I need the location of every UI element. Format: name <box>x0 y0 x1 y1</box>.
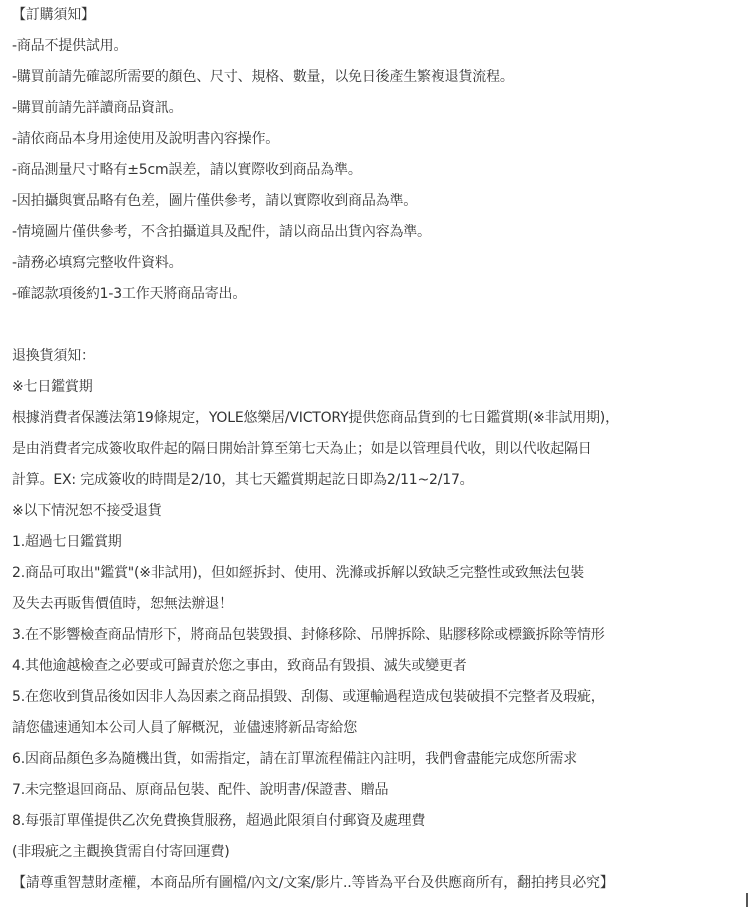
scroll-edge-mark <box>746 893 748 907</box>
order-notice-item: -請務必填寫完整收件資料。 <box>12 255 183 271</box>
return-exclusion-item: 4.其他逾越檢查之必要或可歸責於您之事由，致商品有毀損、滅失或變更者 <box>12 658 467 674</box>
return-exclusion-item: 2.商品可取出"鑑賞"(※非試用)，但如經拆封、使用、洗滌或拆解以致缺乏完整性或致無法包裝 <box>12 565 584 581</box>
appreciation-period-text: 是由消費者完成簽收取件起的隔日開始計算至第七天為止；如是以管理員代收，則以代收起隔日 <box>12 441 592 457</box>
return-exclusion-item: 8.每張訂單僅提供乙次免費換貨服務，超過此限須自付郵資及處理費 <box>12 813 426 829</box>
order-notice-item: -購買前請先詳讀商品資訊。 <box>12 100 183 116</box>
order-notice-item: -請依商品本身用途使用及說明書內容操作。 <box>12 131 280 147</box>
return-exclusion-item: 3.在不影響檢查商品情形下，將商品包裝毀損、封條移除、吊牌拆除、貼膠移除或標籤拆除等情形 <box>12 627 605 643</box>
return-exclusion-item: 5.在您收到貨品後如因非人為因素之商品損毀、刮傷、或運輸過程造成包裝破損不完整者及瑕疵， <box>12 689 605 705</box>
return-exclusion-item: 7.未完整退回商品、原商品包裝、配件、說明書/保證書、贈品 <box>12 782 389 798</box>
order-notice-item: -情境圖片僅供參考，不含拍攝道具及配件，請以商品出貨內容為準。 <box>12 224 431 240</box>
return-exclusion-item: 6.因商品顏色多為隨機出貨，如需指定，請在訂單流程備註內註明，我們會盡能完成您所需求 <box>12 751 577 767</box>
appreciation-period-text: 計算。EX: 完成簽收的時間是2/10，其七天鑑賞期起訖日即為2/11~2/17。 <box>12 472 474 488</box>
section-spacer <box>12 310 742 341</box>
return-exclusion-item: 1.超過七日鑑賞期 <box>12 534 122 550</box>
order-notice-heading: 【訂購須知】 <box>12 7 95 23</box>
purchase-notice-document <box>12 0 742 899</box>
return-exclusion-item: 請您儘速通知本公司人員了解概況，並儘速將新品寄給您 <box>12 720 357 736</box>
appreciation-period-title: ※七日鑑賞期 <box>12 379 93 395</box>
order-notice-item: -確認款項後約1-3工作天將商品寄出。 <box>12 286 247 302</box>
return-notice-heading: 退換貨須知： <box>12 348 95 364</box>
order-notice-item: -因拍攝與實品略有色差，圖片僅供參考，請以實際收到商品為準。 <box>12 193 418 209</box>
return-exclusion-title: ※以下情況恕不接受退貨 <box>12 503 162 519</box>
order-notice-item: -商品測量尺寸略有±5cm誤差，請以實際收到商品為準。 <box>12 162 362 178</box>
return-exclusion-item: (非瑕疵之主觀換貨需自付寄回運費) <box>12 844 230 860</box>
appreciation-period-text: 根據消費者保護法第19條規定，YOLE悠樂居/VICTORY提供您商品貨到的七日鑑賞期(※非試用期)， <box>12 410 619 426</box>
copyright-notice: 【請尊重智慧財產權，本商品所有圖檔/內文/文案/影片..等皆為平台及供應商所有，翻拍拷貝必究】 <box>12 875 614 891</box>
order-notice-item: -商品不提供試用。 <box>12 38 128 54</box>
order-notice-item: -購買前請先確認所需要的顏色、尺寸、規格、數量，以免日後產生繁複退貨流程。 <box>12 69 514 85</box>
return-exclusion-item: 及失去再販售價值時，恕無法辦退！ <box>12 596 233 612</box>
